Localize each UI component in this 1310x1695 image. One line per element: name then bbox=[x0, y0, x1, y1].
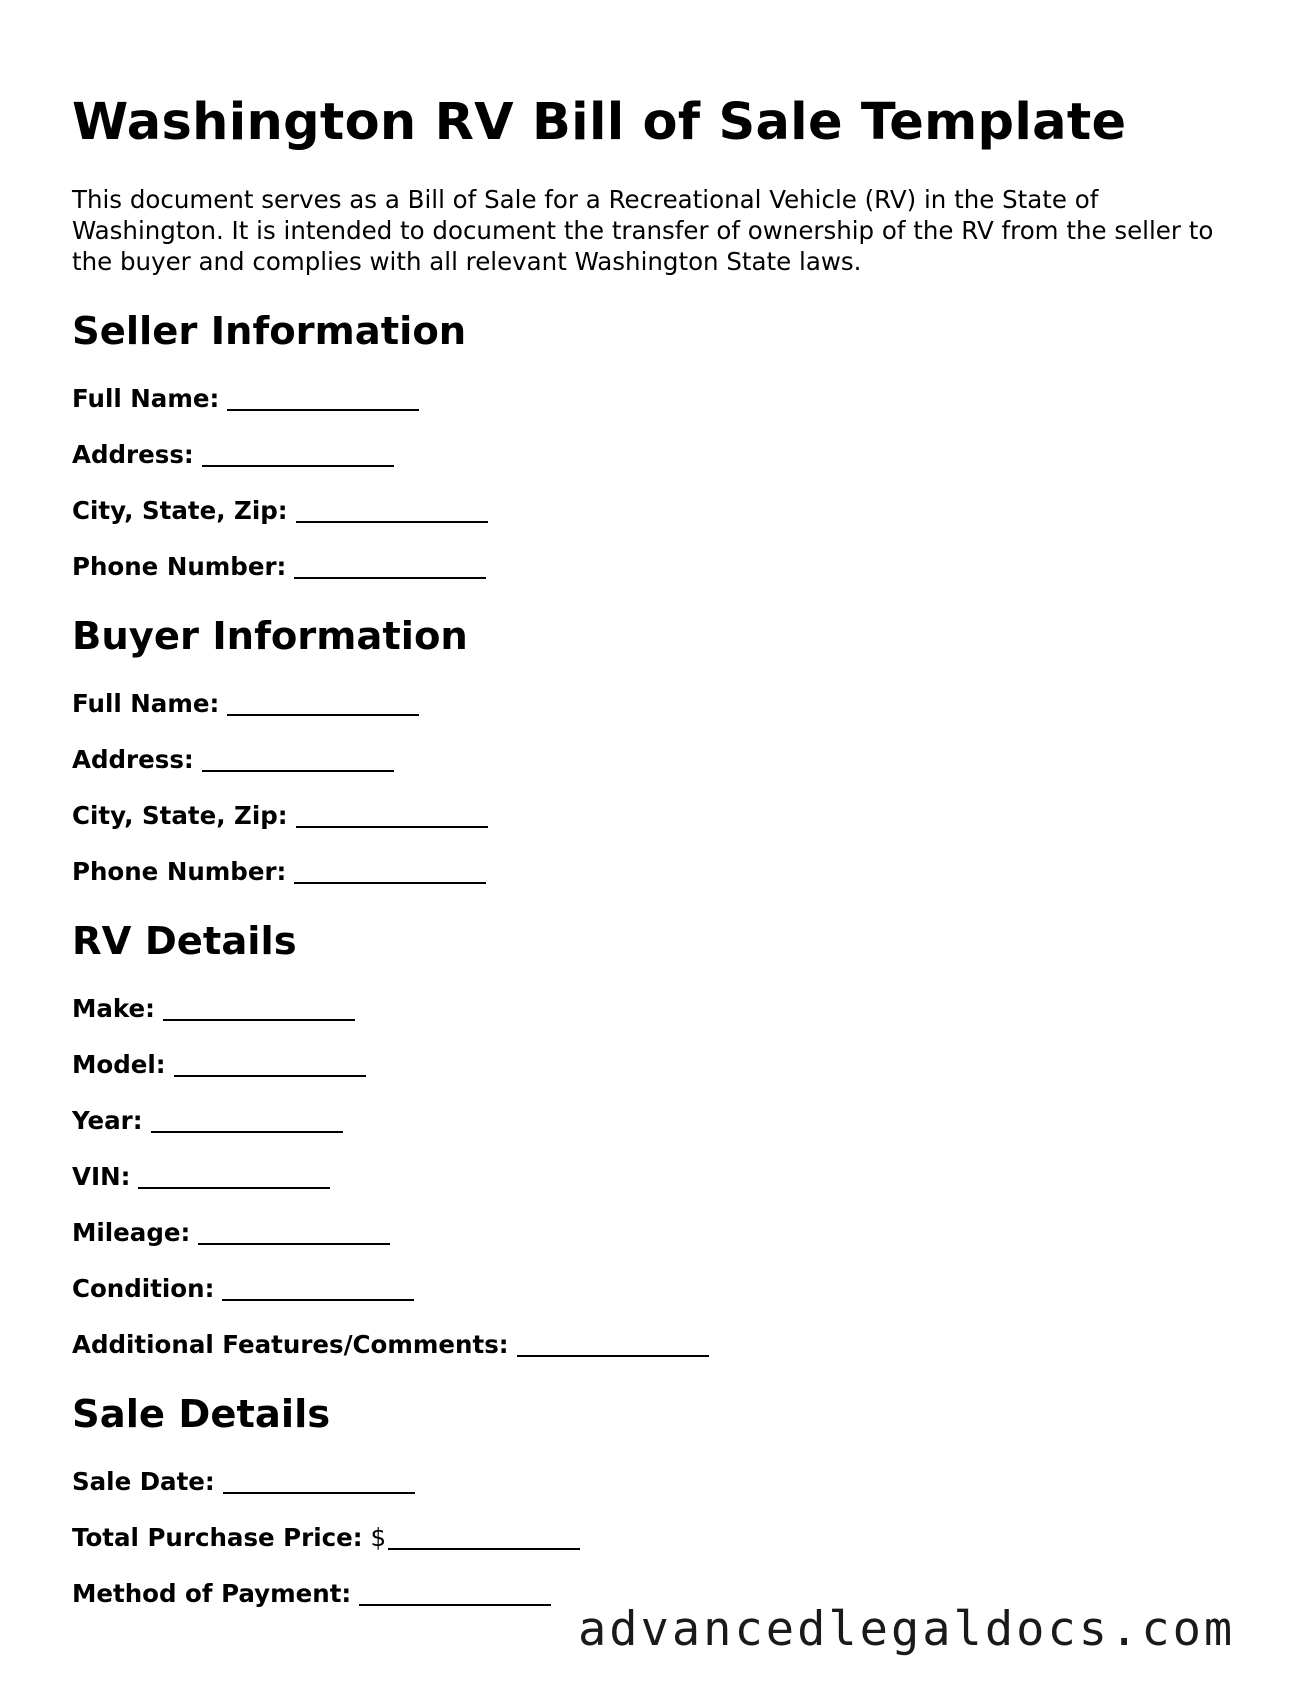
field-label: Address: bbox=[72, 745, 194, 774]
seller-full-name-blank[interactable] bbox=[227, 409, 419, 411]
field-label: Method of Payment: bbox=[72, 1579, 352, 1608]
rv-mileage-field bbox=[72, 1217, 1238, 1248]
rv-make-blank[interactable] bbox=[163, 1019, 355, 1021]
buyer-address-blank[interactable] bbox=[202, 770, 394, 772]
buyer-address-field bbox=[72, 744, 1238, 775]
field-label: Total Purchase Price: bbox=[72, 1523, 363, 1552]
rv-model-field bbox=[72, 1049, 1238, 1080]
total-purchase-price-field bbox=[72, 1522, 1238, 1553]
field-label: Model: bbox=[72, 1050, 166, 1079]
buyer-full-name-field bbox=[72, 688, 1238, 719]
currency-prefix: $ bbox=[370, 1523, 387, 1552]
rv-make-field bbox=[72, 993, 1238, 1024]
seller-address-field bbox=[72, 439, 1238, 470]
field-label: VIN: bbox=[72, 1162, 131, 1191]
seller-phone-number-blank[interactable] bbox=[294, 577, 486, 579]
sale-date-blank[interactable] bbox=[223, 1492, 415, 1494]
field-label: Full Name: bbox=[72, 384, 220, 413]
rv-vin-blank[interactable] bbox=[138, 1187, 330, 1189]
field-label: Mileage: bbox=[72, 1218, 191, 1247]
watermark-text: advancedlegaldocs.com bbox=[576, 1600, 1235, 1660]
seller-city-state-zip-field bbox=[72, 495, 1238, 526]
seller-address-blank[interactable] bbox=[202, 465, 394, 467]
buyer-section bbox=[72, 612, 1238, 887]
seller-phone-number-field bbox=[72, 551, 1238, 582]
rv-details-heading: RV Details bbox=[72, 919, 297, 964]
buyer-full-name-blank[interactable] bbox=[227, 714, 419, 716]
rv-details-section bbox=[72, 917, 1238, 1360]
rv-vin-field bbox=[72, 1161, 1238, 1192]
buyer-city-state-zip-blank[interactable] bbox=[296, 826, 488, 828]
total-purchase-price-blank[interactable] bbox=[388, 1548, 580, 1550]
sale-date-field bbox=[72, 1466, 1238, 1497]
sale-details-section bbox=[72, 1390, 1238, 1609]
field-label: Make: bbox=[72, 994, 155, 1023]
rv-additional-features-field bbox=[72, 1329, 1238, 1360]
field-label: City, State, Zip: bbox=[72, 496, 288, 525]
rv-year-blank[interactable] bbox=[151, 1131, 343, 1133]
page-title: Washington RV Bill of Sale Template bbox=[72, 93, 1127, 152]
buyer-phone-number-field bbox=[72, 856, 1238, 887]
rv-additional-features-blank[interactable] bbox=[517, 1355, 709, 1357]
seller-section bbox=[72, 307, 1238, 582]
field-label: Phone Number: bbox=[72, 857, 287, 886]
field-label: Sale Date: bbox=[72, 1467, 215, 1496]
field-label: Additional Features/Comments: bbox=[72, 1330, 509, 1359]
rv-mileage-blank[interactable] bbox=[198, 1243, 390, 1245]
buyer-city-state-zip-field bbox=[72, 800, 1238, 831]
rv-condition-field bbox=[72, 1273, 1238, 1304]
field-label: City, State, Zip: bbox=[72, 801, 288, 830]
seller-heading: Seller Information bbox=[72, 309, 467, 354]
method-of-payment-blank[interactable] bbox=[359, 1604, 551, 1606]
intro-paragraph: This document serves as a Bill of Sale for a Recreational Vehicle (RV) in the State of Washington. It is intended to document the transfer of ownership of the RV from the seller to the buyer and complies with all relevant Washington State laws. bbox=[72, 185, 1214, 276]
field-label: Address: bbox=[72, 440, 194, 469]
rv-condition-blank[interactable] bbox=[222, 1299, 414, 1301]
rv-model-blank[interactable] bbox=[174, 1075, 366, 1077]
field-label: Phone Number: bbox=[72, 552, 287, 581]
field-label: Condition: bbox=[72, 1274, 215, 1303]
buyer-heading: Buyer Information bbox=[72, 614, 468, 659]
seller-full-name-field bbox=[72, 383, 1238, 414]
field-label: Year: bbox=[72, 1106, 143, 1135]
bill-of-sale-document bbox=[72, 88, 1238, 1609]
rv-year-field bbox=[72, 1105, 1238, 1136]
field-label: Full Name: bbox=[72, 689, 220, 718]
buyer-phone-number-blank[interactable] bbox=[294, 882, 486, 884]
sale-details-heading: Sale Details bbox=[72, 1392, 331, 1437]
seller-city-state-zip-blank[interactable] bbox=[296, 521, 488, 523]
